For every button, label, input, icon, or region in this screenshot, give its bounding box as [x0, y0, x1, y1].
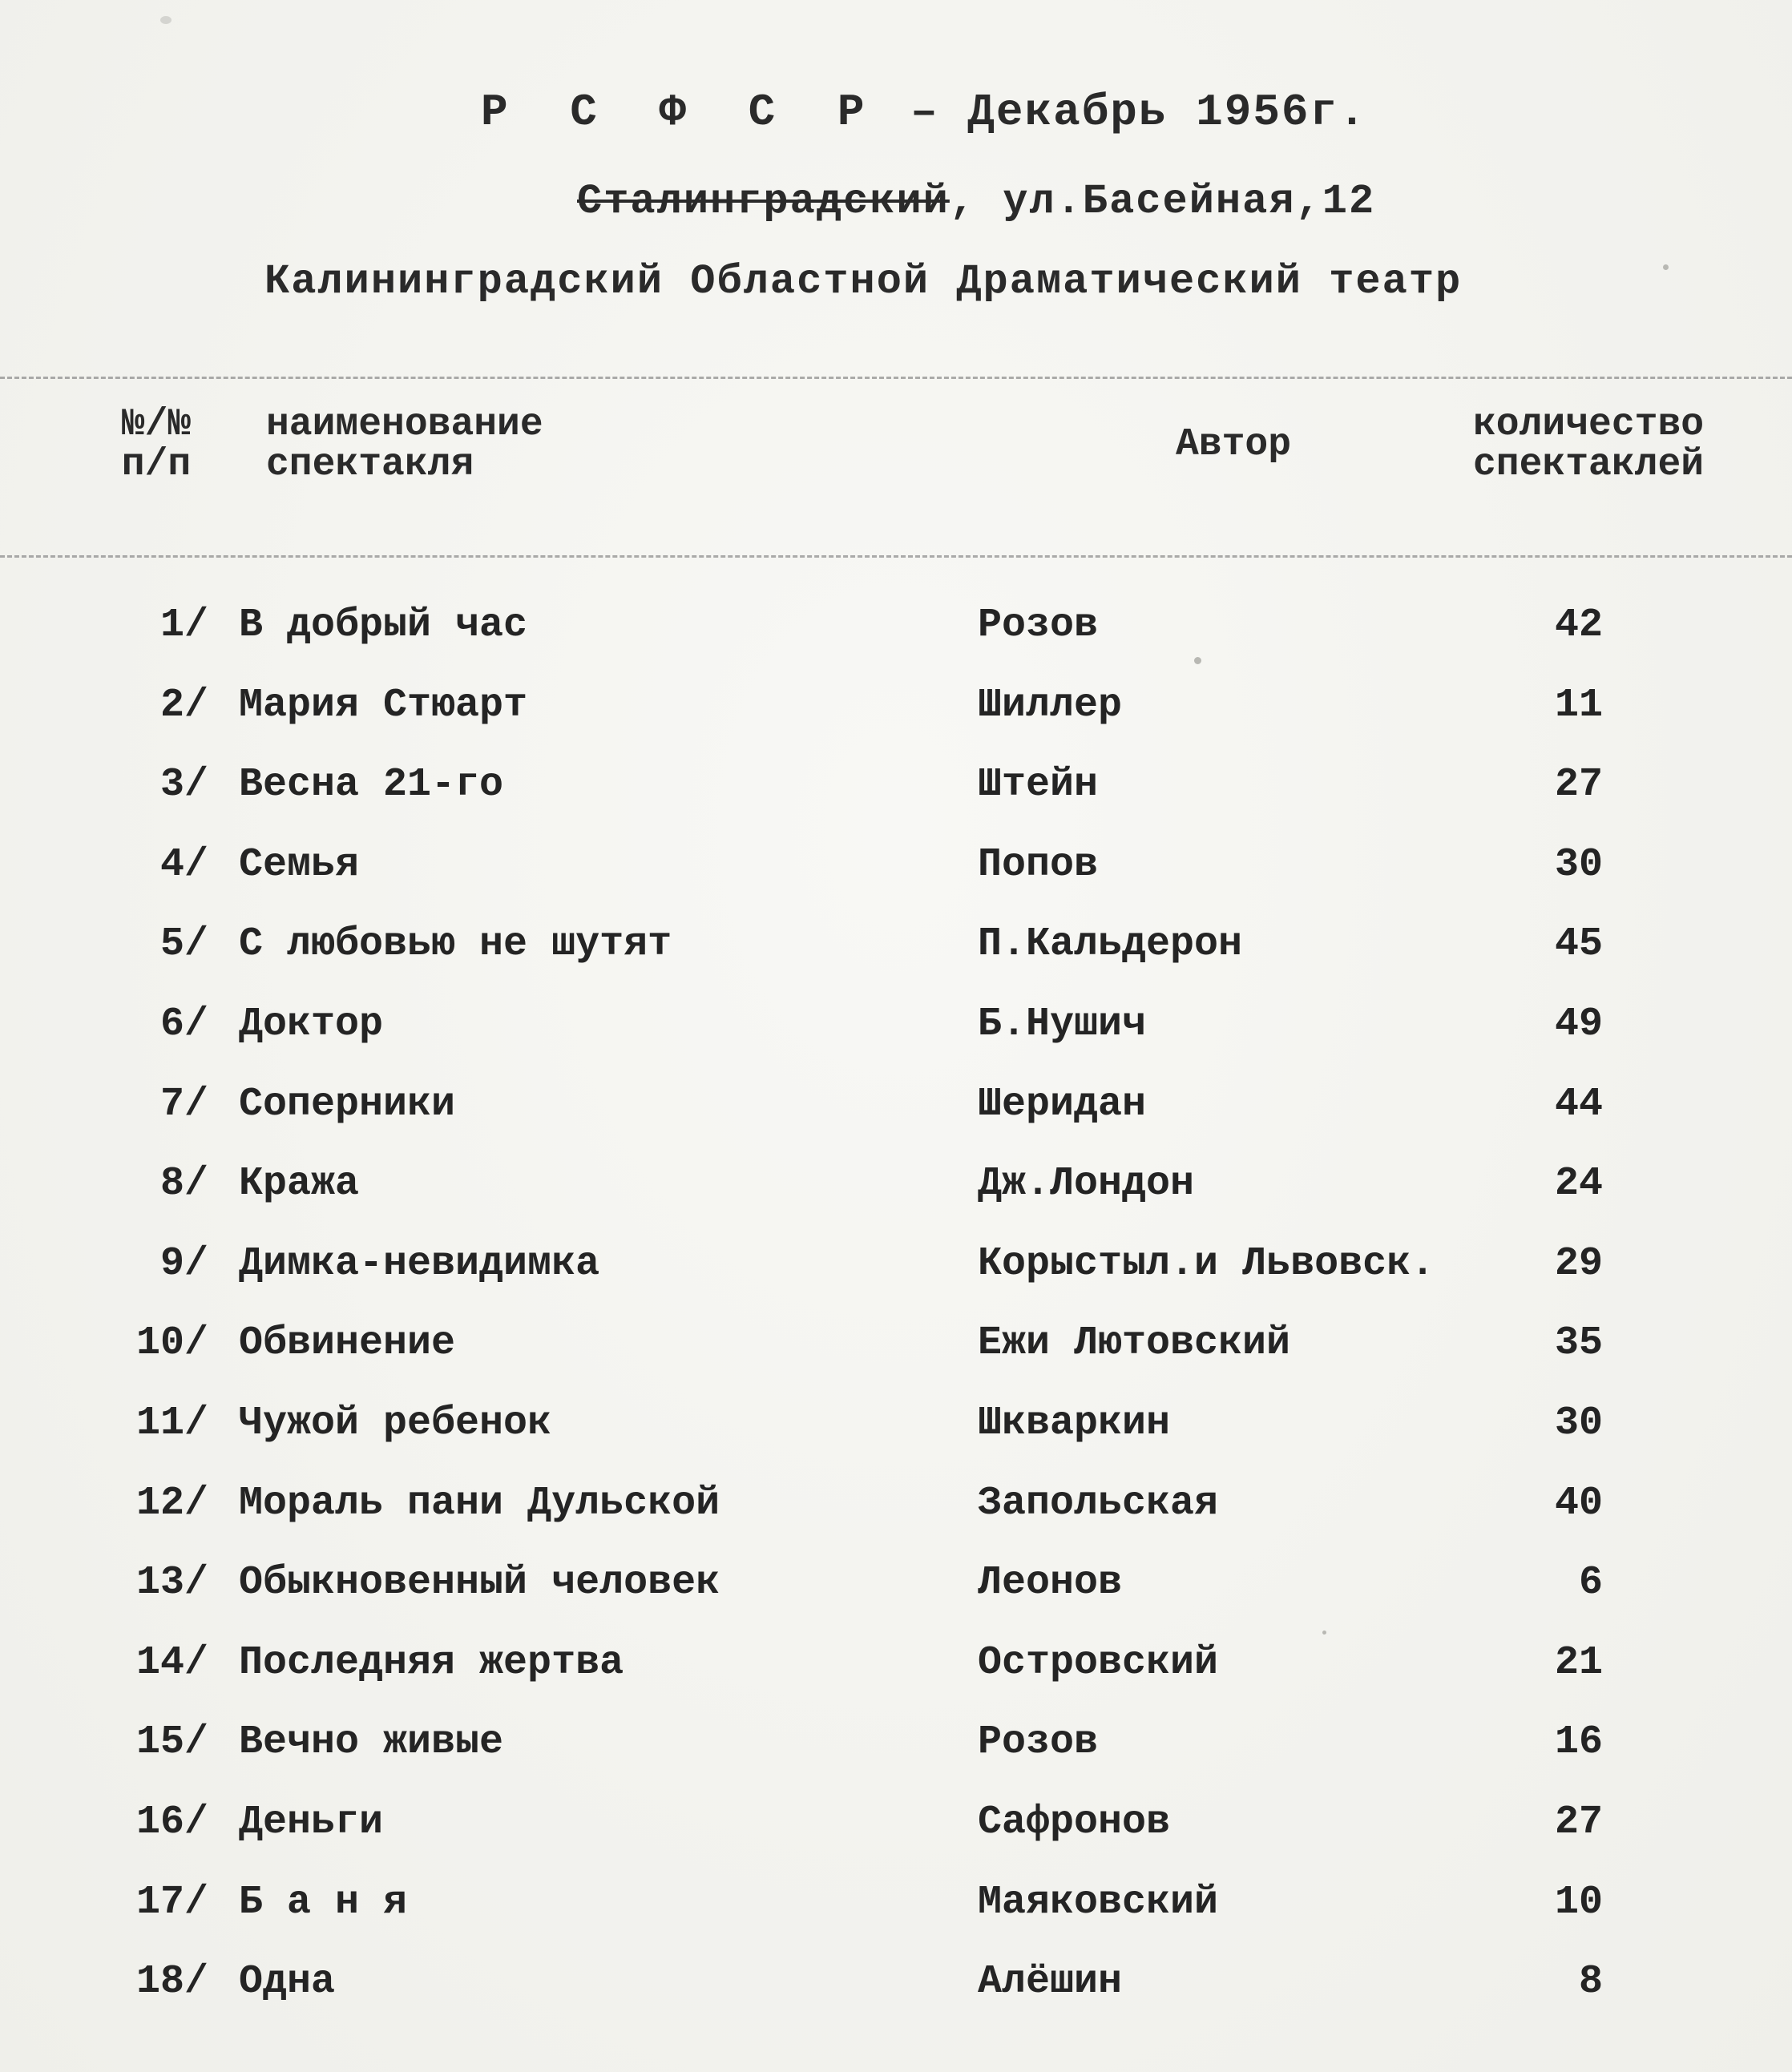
title-prefix: Р С Ф С Р [481, 87, 882, 138]
row-title: Деньги [239, 1800, 384, 1845]
row-title: Семья [239, 842, 360, 888]
table-row [0, 1461, 1792, 1542]
row-title: Соперники [239, 1082, 456, 1127]
row-title: Обыкновенный человек [239, 1560, 720, 1606]
row-author: Островский [978, 1640, 1219, 1686]
address-text: , ул.Басейная,12 [949, 178, 1376, 225]
address-line [577, 178, 1375, 225]
row-author: Штейн [978, 762, 1099, 808]
row-count: 49 [1554, 1002, 1603, 1047]
row-number: 2/ [159, 683, 208, 728]
table-row [0, 1222, 1792, 1302]
table-row [0, 823, 1792, 903]
row-author: Маяковский [978, 1880, 1219, 1925]
row-author: Шиллер [978, 683, 1123, 728]
row-count: 45 [1554, 921, 1603, 967]
row-author: Шкваркин [978, 1401, 1171, 1446]
row-author: Шеридан [978, 1082, 1147, 1127]
column-header-number-line2: п/п [121, 443, 192, 486]
paper-speck [1194, 657, 1201, 664]
row-number: 8/ [159, 1161, 208, 1207]
row-number: 6/ [159, 1002, 208, 1047]
row-number: 10/ [135, 1320, 208, 1366]
table-row [0, 1860, 1792, 1941]
table-row [0, 663, 1792, 744]
row-count: 8 [1578, 1959, 1603, 2005]
row-author: П.Кальдерон [978, 921, 1243, 967]
row-count: 24 [1554, 1161, 1603, 1207]
column-header-author: Автор [1176, 423, 1292, 466]
row-count: 27 [1554, 762, 1603, 808]
paper-speck [1322, 1631, 1326, 1635]
table-row [0, 1780, 1792, 1860]
row-author: Алёшин [978, 1959, 1123, 2005]
column-header-title-line1: наименование [266, 403, 543, 446]
table-row [0, 1621, 1792, 1701]
row-count: 29 [1554, 1241, 1603, 1287]
row-count: 30 [1554, 842, 1603, 888]
row-number: 18/ [135, 1959, 208, 2005]
row-title: Последняя жертва [239, 1640, 624, 1686]
row-count: 35 [1554, 1320, 1603, 1366]
row-author: Дж.Лондон [978, 1161, 1195, 1207]
row-title: Димка-невидимка [239, 1241, 600, 1287]
table-row [0, 1142, 1792, 1222]
row-number: 17/ [135, 1880, 208, 1925]
row-author: Ежи Лютовский [978, 1320, 1291, 1366]
row-author: Запольская [978, 1481, 1219, 1526]
row-title: С любовью не шутят [239, 921, 672, 967]
row-number: 14/ [135, 1640, 208, 1686]
row-author: Корыстыл.и Львовск. [978, 1241, 1435, 1287]
address-struck-text: Сталинградский [577, 178, 950, 225]
table-row [0, 743, 1792, 823]
column-header-count-line1: количество [1473, 403, 1705, 446]
row-title: Мораль пани Дульской [239, 1481, 720, 1526]
row-count: 30 [1554, 1401, 1603, 1446]
column-header-number-line1: №/№ [121, 403, 192, 446]
paper-speck [1663, 264, 1669, 270]
header-top-divider [0, 377, 1792, 379]
row-number: 9/ [159, 1241, 208, 1287]
row-count: 6 [1578, 1560, 1603, 1606]
row-author: Б.Нушич [978, 1002, 1147, 1047]
table-row [0, 583, 1792, 663]
title-suffix: – Декабрь 1956г. [910, 87, 1367, 138]
column-header-count [1473, 405, 1704, 485]
column-header-title [266, 405, 543, 485]
row-number: 15/ [135, 1719, 208, 1765]
row-author: Леонов [978, 1560, 1123, 1606]
row-count: 27 [1554, 1800, 1603, 1845]
row-title: Весна 21-го [239, 762, 504, 808]
table-row [0, 1301, 1792, 1381]
row-number: 1/ [159, 603, 208, 648]
row-number: 7/ [159, 1082, 208, 1127]
row-number: 4/ [159, 842, 208, 888]
row-title: Б а н я [239, 1880, 408, 1925]
table-row [0, 1541, 1792, 1621]
row-number: 5/ [159, 921, 208, 967]
row-number: 12/ [135, 1481, 208, 1526]
row-count: 21 [1554, 1640, 1603, 1686]
column-header-title-line2: спектакля [266, 443, 474, 486]
column-header-number [116, 405, 196, 485]
row-count: 11 [1554, 683, 1603, 728]
row-title: В добрый час [239, 603, 528, 648]
row-number: 3/ [159, 762, 208, 808]
paper-speck [160, 16, 172, 24]
row-title: Одна [239, 1959, 336, 2005]
row-number: 13/ [135, 1560, 208, 1606]
table-row [0, 1381, 1792, 1461]
column-header-count-line2: спектаклей [1473, 443, 1705, 486]
row-author: Розов [978, 603, 1099, 648]
theatre-name: Калининградский Областной Драматический театр [264, 258, 1463, 305]
row-count: 44 [1554, 1082, 1603, 1127]
row-count: 42 [1554, 603, 1603, 648]
row-author: Сафронов [978, 1800, 1171, 1845]
row-title: Мария Стюарт [239, 683, 528, 728]
row-title: Обвинение [239, 1320, 456, 1366]
row-title: Кража [239, 1161, 360, 1207]
table-row [0, 902, 1792, 982]
document-title [481, 87, 1367, 138]
row-author: Попов [978, 842, 1099, 888]
header-bottom-divider [0, 555, 1792, 558]
row-number: 11/ [135, 1401, 208, 1446]
table-row [0, 1940, 1792, 2020]
row-title: Доктор [239, 1002, 384, 1047]
row-title: Чужой ребенок [239, 1401, 552, 1446]
table-row [0, 1062, 1792, 1143]
row-count: 40 [1554, 1481, 1603, 1526]
row-number: 16/ [135, 1800, 208, 1845]
row-title: Вечно живые [239, 1719, 504, 1765]
row-count: 16 [1554, 1719, 1603, 1765]
table-row [0, 1700, 1792, 1780]
row-count: 10 [1554, 1880, 1603, 1925]
table-row [0, 982, 1792, 1062]
row-author: Розов [978, 1719, 1099, 1765]
